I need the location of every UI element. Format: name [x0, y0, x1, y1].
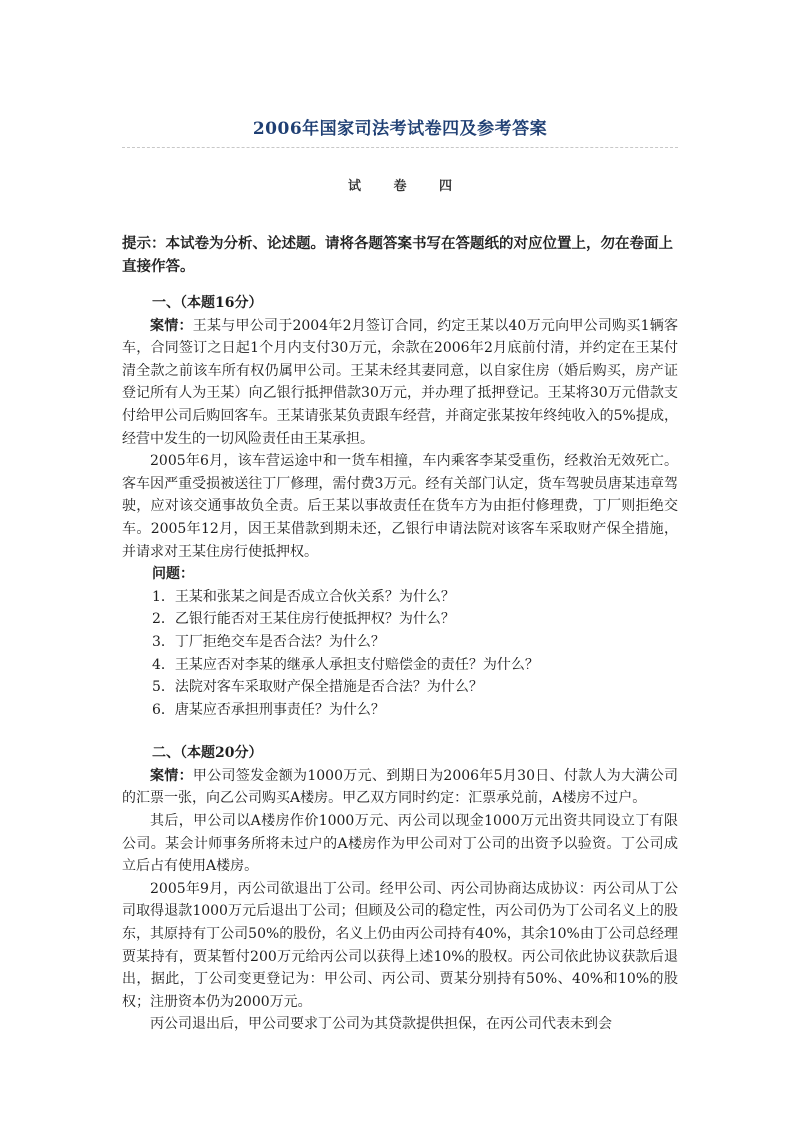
case-text: 甲公司签发金额为1000万元、到期日为2006年5月30日、付款人为大满公司的汇票一张，向乙公司购买A楼房。甲乙双方同时约定：汇票承兑前，A楼房不过户。	[122, 767, 679, 807]
question-item: 3．丁厂拒绝交车是否合法？为什么？	[152, 633, 385, 650]
question-item: 1．王某和张某之间是否成立合伙关系？为什么？	[152, 588, 455, 605]
questions-label: 问题：	[152, 566, 194, 583]
question-item: 4．王某应否对李某的继承人承担支付赔偿金的责任？为什么？	[152, 656, 539, 673]
section-2-para-3: 2005年9月，丙公司欲退出丁公司。经甲公司、丙公司协商达成协议：丙公司从丁公司取得退款1000万元后退出丁公司；但顾及公司的稳定性，丙公司仍为丁公司名义上的股东，其原持有丁公司50%的股份，名义上仍由丙公司持有40%，其余10%由丁公司总经理贾某持有，贾某暂付200万元给丙公司以获得上述10%的股权。丙公司依此协议获款后退出，据此，丁公司变更登记为：甲公司、丙公司、贾某分别持有50%、40%和10%的股权；注册资本仍为2000万元。	[122, 880, 678, 1010]
question-item: 2．乙银行能否对王某住房行使抵押权？为什么？	[152, 611, 455, 628]
title-divider	[122, 147, 678, 148]
section-1-para-2: 2005年6月，该车营运途中和一货车相撞，车内乘客李某受重伤，经救治无效死亡。客车因严重受损被送往丁厂修理，需付费3万元。经有关部门认定，货车驾驶员唐某违章驾驶，应对该交通事故负全责。后王某以事故责任在货车方为由拒付修理费，丁厂则拒绝交车。2005年12月，因王某借款到期未还，乙银行申请法院对该客车采取财产保全措施，并请求对王某住房行使抵押权。	[122, 453, 678, 560]
section-2-heading: 二、（本题20分）	[152, 745, 263, 762]
section-1-case	[122, 315, 678, 451]
document-subtitle: 试 卷 四	[347, 179, 467, 194]
section-gap	[122, 721, 678, 742]
document-body	[122, 292, 678, 1036]
section-2-para-4: 丙公司退出后，甲公司要求丁公司为其贷款提供担保，在丙公司代表未到会	[150, 1016, 612, 1033]
question-item: 5．法院对客车采取财产保全措施是否合法？为什么？	[152, 679, 483, 696]
case-text: 王某与甲公司于2004年2月签订合同，约定王某以40万元向甲公司购买1辆客车，合同签订之日起1个月内支付30万元，余款在2006年2月底前付清，并约定在王某付清全款之前该车所有权仍属甲公司。王某未经其妻同意，以自家住房（婚后购买，房产证登记所有人为王某）向乙银行抵押借款30万元，并办理了抵押登记。王某将30万元借款支付给甲公司后购回客车。王某请张某负责跟车经营，并商定张某按年终纯收入的5%提成，经营中发生的一切风险责任由王某承担。	[122, 317, 678, 447]
exam-notice: 提示：本试卷为分析、论述题。请将各题答案书写在答题纸的对应位置上，勿在卷面上直接作答。	[122, 235, 673, 275]
section-2-para-2: 其后，甲公司以A楼房作价1000万元、丙公司以现金1000万元出资共同设立丁有限公司。某会计师事务所将未过户的A楼房作为甲公司对丁公司的出资予以验资。丁公司成立后占有使用A楼房。	[122, 813, 678, 875]
document-title: 2006年国家司法考试卷四及参考答案	[252, 119, 548, 139]
section-2-case	[122, 765, 678, 810]
case-label: 案情：	[150, 767, 193, 784]
case-label: 案情：	[150, 317, 193, 334]
section-1-heading: 一、（本题16分）	[152, 295, 263, 311]
question-item: 6．唐某应否承担刑事责任？为什么？	[152, 701, 385, 718]
